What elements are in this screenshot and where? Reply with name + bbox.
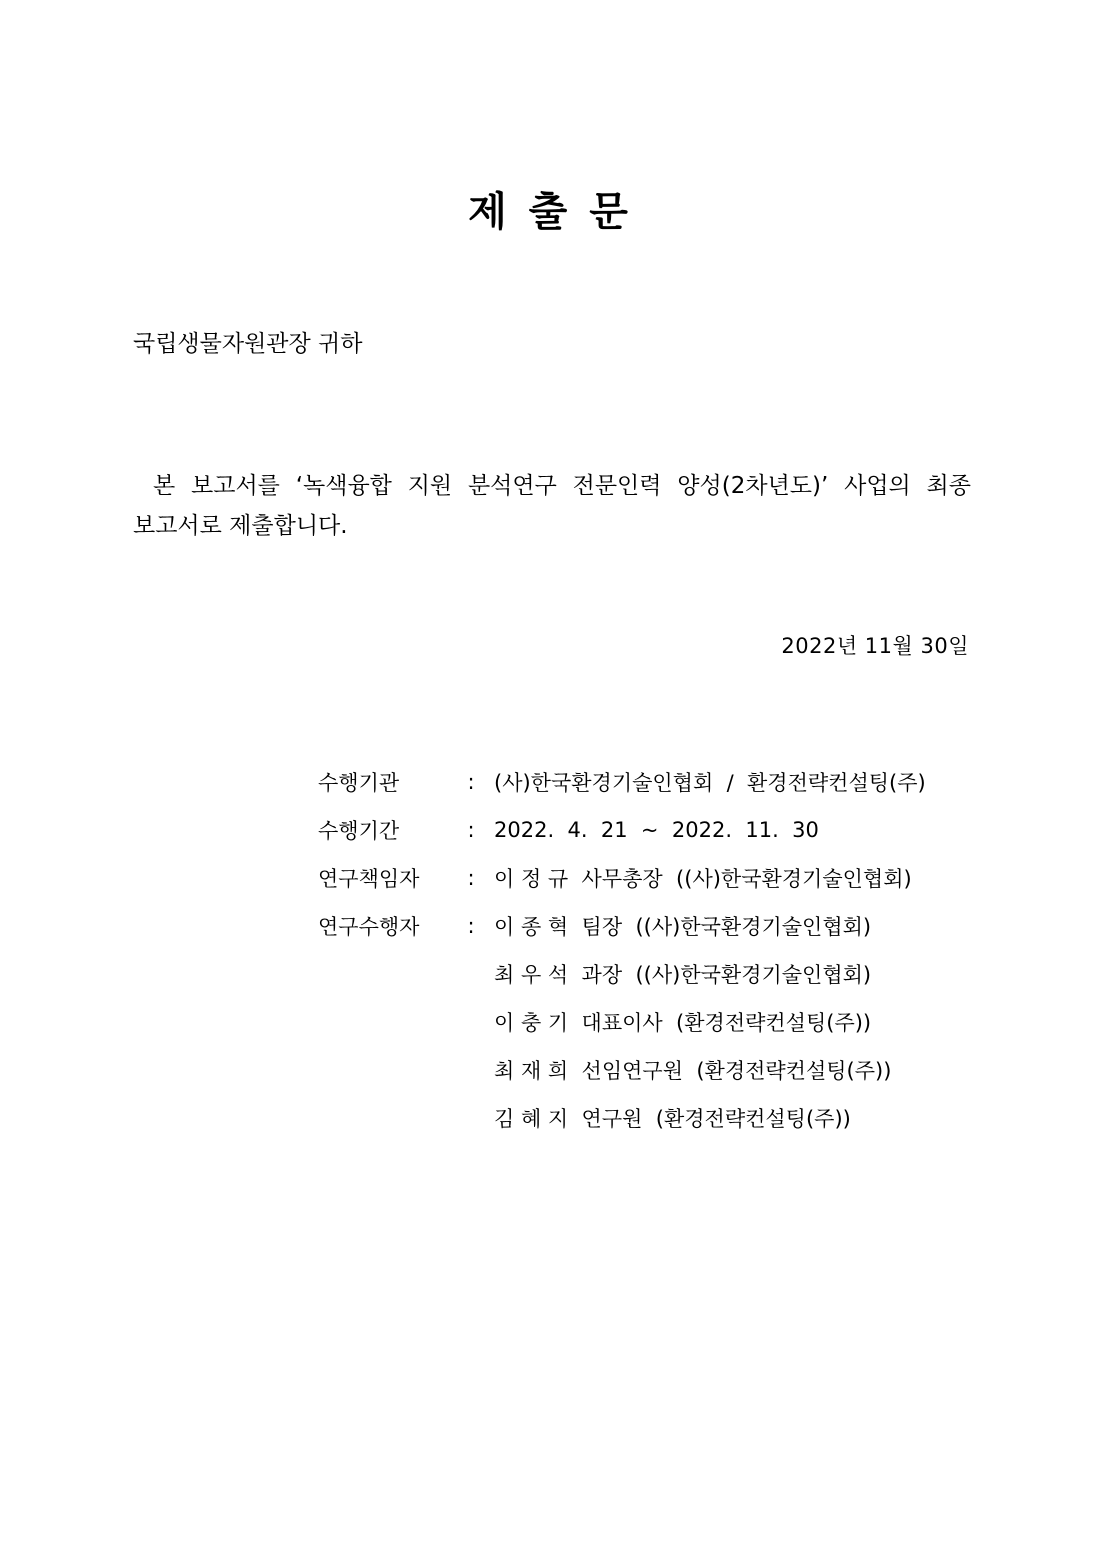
info-row-researcher: [318, 1046, 926, 1094]
document-title: 제 출 문: [468, 189, 632, 235]
researcher-entry: 김 혜 지 연구원 (환경전략컨설팅(주)): [494, 1107, 851, 1131]
colon: :: [467, 770, 475, 794]
researcher-entry: 이 충 기 대표이사 (환경전략컨설팅(주)): [494, 1011, 872, 1035]
info-row-period: [318, 806, 926, 854]
submission-statement: [133, 466, 971, 546]
statement-line-2: 보고서로 제출합니다.: [133, 513, 348, 539]
principal-investigator-value: 이 정 규 사무총장 ((사)한국환경기술인협회): [494, 867, 912, 891]
info-row-researcher: [318, 1094, 926, 1142]
statement-line-1: 본 보고서를 ‘녹색융합 지원 분석연구 전문인력 양성(2차년도)’ 사업의 최종: [153, 473, 971, 499]
organization-label: 수행기관: [318, 771, 400, 795]
period-value: 2022. 4. 21 ~ 2022. 11. 30: [494, 818, 819, 842]
info-row-researcher: [318, 998, 926, 1046]
colon: :: [467, 866, 475, 890]
addressee: 국립생물자원관장 귀하: [133, 331, 363, 357]
info-row-researcher: [318, 950, 926, 998]
project-info: [318, 758, 926, 1142]
researchers-label: 연구수행자: [318, 915, 420, 939]
colon: :: [467, 914, 475, 938]
info-row-organization: [318, 758, 926, 806]
submission-date: 2022년 11월 30일: [781, 634, 969, 658]
colon: :: [467, 818, 475, 842]
researcher-entry: 최 재 희 선임연구원 (환경전략컨설팅(주)): [494, 1059, 892, 1083]
info-row-researchers: [318, 902, 926, 950]
info-row-principal-investigator: [318, 854, 926, 902]
period-label: 수행기간: [318, 819, 400, 843]
principal-investigator-label: 연구책임자: [318, 867, 420, 891]
organization-value: (사)한국환경기술인협회 / 환경전략컨설팅(주): [494, 771, 926, 795]
researcher-entry: 최 우 석 과장 ((사)한국환경기술인협회): [494, 963, 872, 987]
researcher-entry: 이 종 혁 팀장 ((사)한국환경기술인협회): [494, 915, 872, 939]
